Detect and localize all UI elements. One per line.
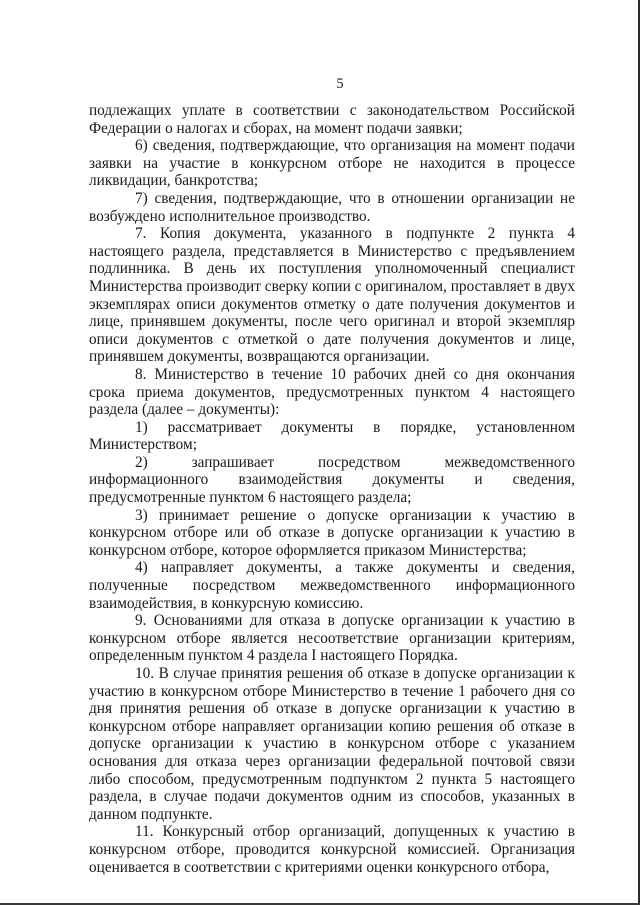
paragraph-subitem-7: 7) сведения, подтверждающие, что в отношении организации не возбуждено исполнительное производство. bbox=[89, 189, 575, 225]
paragraph-item-8-subitem-2: 2) запрашивает посредством межведомственного информационного взаимодействия документы и сведения, предусмотренные пунктом 6 настоящего раздела; bbox=[89, 453, 575, 507]
paragraph-item-9: 9. Основаниями для отказа в допуске организации к участию в конкурсном отборе является несоответствие организации критериям, определенным пунктом 4 раздела I настоящего Порядка. bbox=[89, 612, 575, 665]
paragraph-item-8: 8. Министерство в течение 10 рабочих дней со дня окончания срока приема документов, предусмотренных пунктом 4 настоящего раздела (далее – документы): bbox=[89, 365, 575, 419]
page-number: 5 bbox=[336, 76, 344, 92]
paragraph-item-8-subitem-4: 4) направляет документы, а также документы и сведения, полученные посредством межведомственного информационного взаимодействия, в конкурсную комиссию. bbox=[89, 559, 575, 612]
paragraph-item-7: 7. Копия документа, указанного в подпункте 2 пункта 4 настоящего раздела, представляется в Министерство с предъявлением подлинника. В день их поступления уполномоченный специалист Министерства производит сверку копии с оригиналом, проставляет в двух экземплярах описи документов отметку о дате получения документов и лице, принявшем документы, после чего оригинал и второй экземпляр описи документов с отметкой о дате получения документов и лице, принявшем документы, возвращаются организации. bbox=[89, 225, 575, 366]
paragraph-subitem-6: 6) сведения, подтверждающие, что организация на момент подачи заявки на участие в конкурсном отборе не находится в процессе ликвидации, банкротства; bbox=[89, 137, 575, 190]
paragraph-item-11: 11. Конкурсный отбор организаций, допущенных к участию в конкурсном отборе, проводится конкурсной комиссией. Организация оценивается в соответствии с критериями оценки конкурсного отбора, bbox=[89, 823, 575, 876]
paragraph-item-8-subitem-3: 3) принимает решение о допуске организации к участию в конкурсном отборе или об отказе в допуске организации к участию в конкурсном отборе, которое оформляется приказом Министерства; bbox=[89, 506, 575, 559]
paragraph-item-10: 10. В случае принятия решения об отказе в допуске организации к участию в конкурсном отборе Министерство в течение 1 рабочего дня со дня принятия решения об отказе в допуске организации к участию в конкурсном отборе направляет организации копию решения об отказе в допуске организации к участию в конкурсном отборе с указанием основания для отказа через организации федеральной почтовой связи либо способом, предусмотренным подпунктом 2 пункта 5 настоящего раздела, в случае подачи документов одним из способов, указанных в данном подпункте. bbox=[89, 665, 575, 823]
document-body bbox=[89, 102, 575, 876]
paragraph-item-8-subitem-1: 1) рассматривает документы в порядке, установленном Министерством; bbox=[89, 418, 575, 454]
paragraph-continuation: подлежащих уплате в соответствии с законодательством Российской Федерации о налогах и сборах, на момент подачи заявки; bbox=[89, 102, 575, 137]
